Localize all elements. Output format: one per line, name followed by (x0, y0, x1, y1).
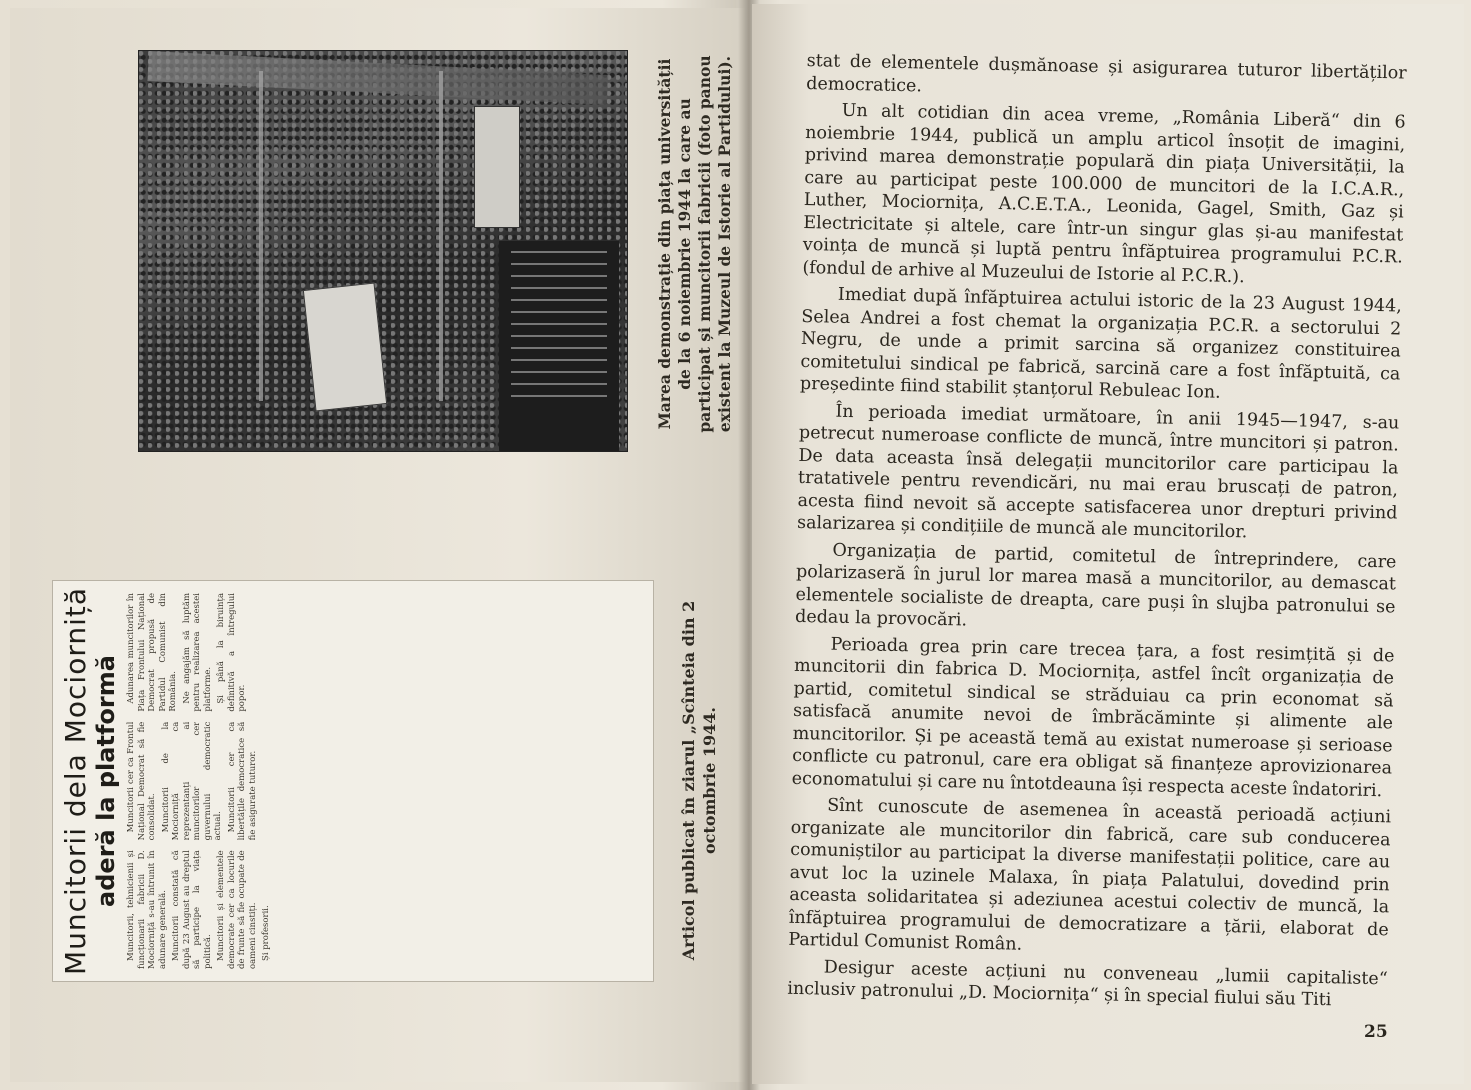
paragraph: stat de elementele dușmănoase și asigurarea tuturor libertăților democratice. (806, 50, 1407, 96)
clipping-paragraph: Muncitorii cer ca libertățile democratice să fie asigurate tuturor. (226, 721, 258, 841)
clipping-paragraph: Și profesorii. (261, 905, 271, 961)
clipping-paragraph: Muncitorii, tehnicienii și funcționarii fabricii D. Mociorniță s-au întrunit în adunare generală. (126, 850, 168, 969)
clipping-headline-line1: Muncitorii dela Mociorniță (59, 586, 92, 976)
clipping-columns (120, 581, 576, 981)
clipping-paragraph: Și până la biruința definitivă a întregului popor. (216, 592, 247, 712)
right-page (752, 4, 1464, 1084)
clipping-column (126, 722, 576, 841)
photo-notice-board (499, 241, 619, 451)
paragraph: Un alt cotidian din acea vreme, „România Liberă“ din 6 noiembrie 1944, publică un amplu articol însoțit de imagini, privind marea demonstrație populară din piața Universității, la care au participat peste 100.000 de muncitori de la I.C.A.R., Luther, Mociornița, A.C.E.T.A., Leonida, Gagel, Smith, Gaz și Electricitate și altele, care într-un singur glas și-au manifestat voința de muncă și luptă pentru înfăptuirea programului P.C.R. (fondul de arhive al Muzeului de Istorie al P.C.R.). (802, 100, 1406, 287)
demonstration-photo (138, 50, 628, 452)
paragraph: În perioada imediat următoare, în anii 1945—1947, s-au petrecut numeroase conflicte de muncă, între muncitori și patron. De data aceasta însă delegații muncitorilor care participau la tratativele pentru revendicări, nu mai erau bruscați de patron, acesta fiind nevoit să accepte satisfacerea unor drepturi privind salarizarea și condițiile de muncă ale muncitorilor. (796, 401, 1400, 543)
photo-banner (147, 51, 608, 105)
page-number: 25 (1364, 1022, 1388, 1042)
clipping-headline (53, 581, 120, 981)
clipping-paragraph: Muncitorii cer ca Frontul Național Democrat să fie consolidat. (126, 721, 157, 841)
paragraph: Sînt cunoscute de asemenea în această perioadă acțiuni organizate ale muncitorilor din fabrică, care sub conducerea comuniștilor au participat la diverse manifestații politice, care au avut loc la uzinele Malaxa, în piața Palatului, dovedind prin aceasta solidaritatea și adeziunea acestui colectiv de muncă, la înfăptuirea programului de democratizare a țării, elaborat de Partidul Comunist Român. (788, 795, 1392, 955)
photo-sign (303, 283, 387, 412)
photo-pole (439, 71, 443, 401)
clipping-column (126, 593, 576, 712)
paragraph: Organizația de partid, comitetul de întreprindere, care polarizaseră în jurul lor marea masă a muncitorilor, au demascat elementele socialiste de dreapta, care puși în slujba patronului se dedau la provocări. (794, 540, 1397, 631)
photo-pole (259, 71, 263, 401)
left-page (10, 8, 745, 1082)
paragraph: Imediat după înfăptuirea actului istoric de la 23 August 1944, Selea Andrei a fost chemat la organizația P.C.R. a sectorului 2 Negru, de unde a primit sarcina să organizez constituirea comitetului sindical pe fabrică, sarcină care a fost înfăptuită, ca președinte fiind stabilit ștanțorul Rebuleac Ion. (799, 284, 1402, 403)
clipping-paragraph: Ne angajăm să luptăm pentru realizarea acestei platforme. (181, 592, 213, 712)
clipping-caption: Articol publicat în ziarul „Scînteia din 2 octombrie 1944. (679, 600, 719, 961)
paragraph: Perioada grea prin care trecea țara, a fost resimțită și de muncitorii din fabrica D. Mociornița, astfel încît organizația de partid, comitetul sindical se străduiau ca prin economat să satisfacă anumite nevoi de îmbrăcăminte și alimente ale muncitorilor. Și pe această temă au existat numeroase și serioase conflicte cu patronul, care era obligat să finanțeze aprovizionarea economatului și care nu întotdeauna își respecta aceste îndatoriri. (791, 634, 1395, 801)
clipping-column (126, 850, 576, 969)
newspaper-clipping (52, 580, 654, 982)
body-text (787, 50, 1407, 1017)
clipping-paragraph: Muncitorii constată că după 23 August au dreptul să participe la viața politică. (171, 850, 213, 969)
clipping-headline-line2: aderă la platformă (92, 655, 120, 907)
photo-sign (474, 106, 520, 228)
clipping-paragraph: Muncitorii și elementele democrate cer ca locurile de frunte să fie ocupate de oameni cinstiți. (216, 850, 258, 969)
clipping-paragraph: Muncitorii de la Mociorniță ca reprezentanți ai muncitorilor cer guvernului democratic actual. (160, 721, 223, 841)
clipping-paragraph: Adunarea muncitorilor în Piața Frontului Național Democrat propusă de Partidul Comunist din România. (126, 592, 178, 712)
paragraph: Desigur aceste acțiuni nu conveneau „lumii capitaliste“ inclusiv patronului „D. Mociornița“ și în special fiului său Titi (787, 957, 1388, 1011)
photo-caption: Marea demonstrație din piața universității de la 6 noiembrie 1944 la care au participat și muncitorii fabricii (foto panou existent la Muzeul de Istorie al Partidului). (655, 55, 734, 433)
